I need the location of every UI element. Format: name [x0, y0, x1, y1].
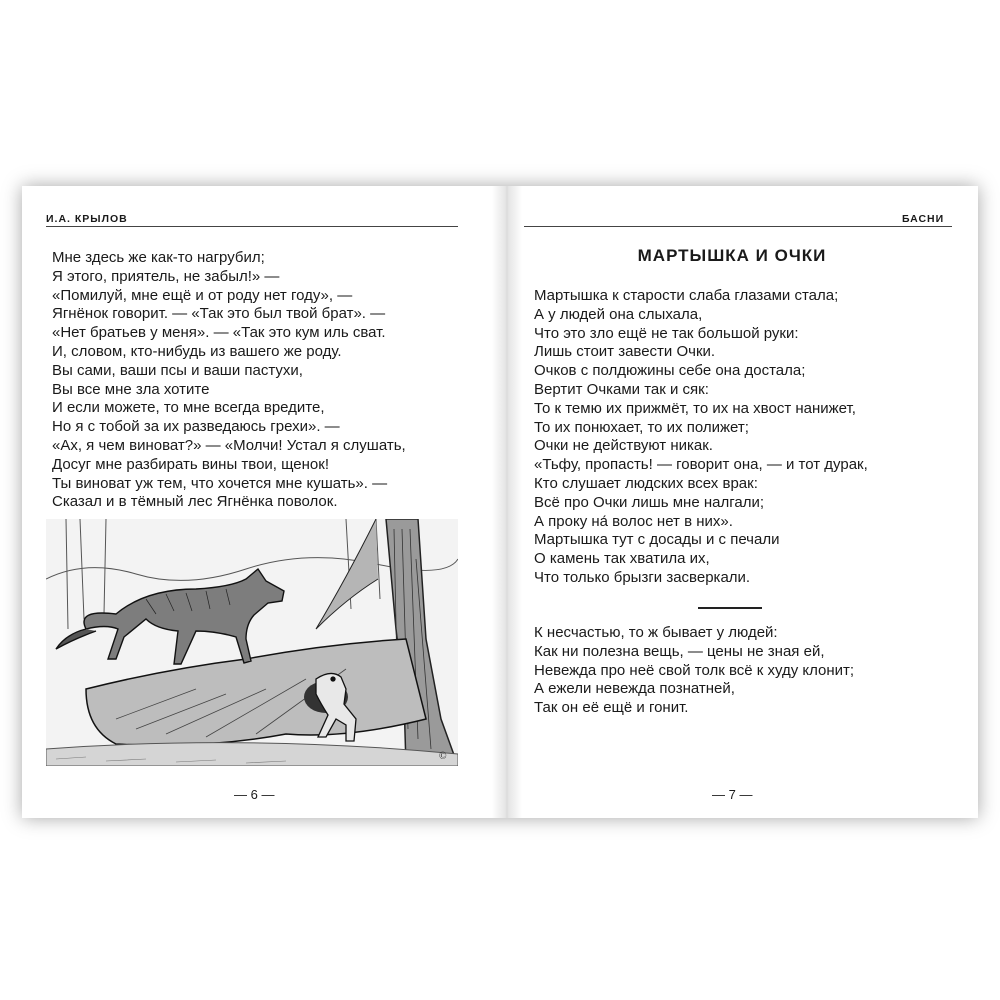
- verse-line: Всё про Очки лишь мне налгали;: [534, 493, 764, 511]
- verse-line: И, словом, кто-нибудь из вашего же роду.: [52, 342, 342, 360]
- page-number-left: — 6 —: [234, 787, 275, 802]
- running-head-left: И.А. КРЫЛОВ: [46, 213, 128, 225]
- verse-line: Мне здесь же как-то нагрубил;: [52, 249, 265, 266]
- verse-line: То их понюхает, то их полижет;: [534, 418, 749, 436]
- svg-text:©: ©: [439, 751, 447, 762]
- book-spread: [22, 186, 978, 818]
- header-rule-left: [46, 226, 458, 227]
- verse-right-stanza-1: [534, 287, 868, 588]
- verse-line: Вы сами, ваши псы и ваши пастухи,: [52, 361, 303, 379]
- verse-left: [52, 249, 406, 512]
- verse-line: «Ах, я чем виноват?» — «Молчи! Устал я слушать,: [52, 436, 406, 454]
- verse-line: Но я с тобой за их разведаюсь грехи». —: [52, 418, 340, 436]
- wolf-and-lamb-illustration: [46, 519, 458, 766]
- verse-line: Очки не действуют никак.: [534, 437, 713, 455]
- verse-line: Что только брызги засверкали.: [534, 568, 751, 586]
- verse-line: Мартышка к старости слаба глазами стала;: [534, 287, 839, 304]
- verse-line: К несчастью, то ж бывает у людей:: [534, 624, 778, 641]
- stanza-separator: [698, 607, 762, 609]
- verse-line: Кто слушает людских всех врак:: [534, 474, 758, 492]
- verse-line: Что это зло ещё не так большой руки:: [534, 324, 799, 342]
- verse-line: «Тьфу, пропасть! — говорит она, — и тот дурак,: [534, 456, 868, 474]
- verse-line: Сказал и в тёмный лес Ягнёнка поволок.: [52, 493, 338, 511]
- verse-line: Досуг мне разбирать вины твои, щенок!: [52, 455, 329, 473]
- verse-line: Как ни полезна вещь, — цены не зная ей,: [534, 642, 825, 660]
- verse-line: Так он её ещё и гонит.: [534, 699, 689, 717]
- verse-line: А проку на́ волос нет в них».: [534, 512, 733, 530]
- verse-line: О камень так хватила их,: [534, 550, 710, 568]
- verse-line: Ты виноват уж тем, что хочется мне кушать». —: [52, 474, 388, 492]
- book-gutter: [492, 186, 522, 818]
- verse-line: «Нет братьев у меня». — «Так это кум иль сват.: [52, 324, 386, 342]
- verse-line: Очков с полдюжины себе она достала;: [534, 362, 806, 380]
- poem-title: МАРТЫШКА И ОЧКИ: [637, 246, 827, 265]
- verse-line: Я этого, приятель, не забыл!» —: [52, 267, 280, 285]
- verse-line: То к темю их прижмёт, то их на хвост нанижет,: [534, 399, 856, 417]
- verse-line: Вы все мне зла хотите: [52, 380, 210, 398]
- verse-line: Ягнёнок говорит. — «Так это был твой брат». —: [52, 305, 386, 323]
- verse-line: А ежели невежда познатней,: [534, 680, 735, 698]
- verse-line: Лишь стоит завести Очки.: [534, 343, 716, 361]
- verse-line: А у людей она слыхала,: [534, 305, 703, 323]
- verse-line: Мартышка тут с досады и с печали: [534, 531, 780, 549]
- running-head-right: БАСНИ: [902, 213, 945, 225]
- verse-line: Невежда про неё свой толк всё к худу клонит;: [534, 661, 855, 679]
- verse-line: Вертит Очками так и сяк:: [534, 380, 709, 398]
- verse-right-stanza-2: [534, 624, 854, 718]
- verse-line: «Помилуй, мне ещё и от роду нет году», —: [52, 286, 353, 304]
- verse-line: И если можете, то мне всегда вредите,: [52, 399, 325, 417]
- header-rule-right: [524, 226, 952, 227]
- page-number-right: — 7 —: [712, 787, 753, 802]
